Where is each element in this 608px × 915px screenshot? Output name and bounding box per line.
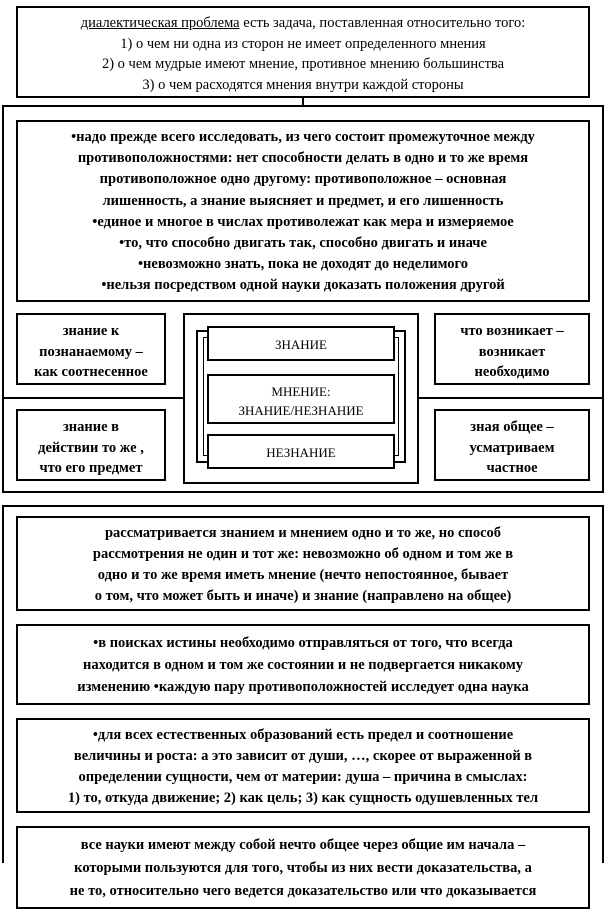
principle-line: противоположное одно другому: противоположное – основная	[99, 171, 507, 188]
lower-box-2: •в поисках истины необходимо отправляться от того, что всегда находится в одном и том же состоянии и не подвергается никакому изменению •каждую пару противоположностей исследует одна наука	[16, 624, 590, 705]
definition-intro: диалектическая проблема есть задача, поставленная относительно того:	[80, 15, 526, 31]
definition-item: 3) о чем расходятся мнения внутри каждой стороны	[142, 76, 464, 93]
principles-box	[16, 120, 590, 302]
opinion-box: МНЕНИЕ: ЗНАНИЕ/НЕЗНАНИЕ	[207, 374, 395, 424]
top-definition-box	[16, 6, 590, 98]
principle-line: •нельзя посредством одной науки доказать положения другой	[101, 277, 505, 294]
lower-box-3: •для всех естественных образований есть предел и соотношение величины и роста: а это зависит от души, …, скорее от выраженной в определении сущности, чем от материи: душа – причина в смыслах: 1) то, откуда движение; 2) как цель; 3) как сущность одушевленных тел	[16, 718, 590, 813]
ignorance-box: НЕЗНАНИЕ	[207, 434, 395, 469]
left-bottom-box: знание в действии то же , что его предмет	[16, 409, 166, 481]
principle-line: лишенность, а знание выясняет и предмет, и его лишенность	[102, 192, 504, 209]
principle-line: •надо прежде всего исследовать, из чего состоит промежуточное между	[71, 129, 535, 145]
knowledge-box: ЗНАНИЕ	[207, 326, 395, 361]
definition-item: 1) о чем ни одна из сторон не имеет определенного мнения	[120, 35, 486, 52]
principle-line: •невозможно знать, пока не доходят до неделимого	[137, 256, 469, 273]
dialectical-problem-term: диалектическая проблема	[80, 15, 240, 31]
right-bottom-box: зная общее – усматриваем частное	[434, 409, 590, 481]
left-top-box: знание к познанаемому – как соотнесенное	[16, 313, 166, 385]
principle-line: •единое и многое в числах противолежат как мера и измеряемое	[92, 213, 514, 230]
lower-box-1: рассматривается знанием и мнением одно и то же, но способ рассмотрения не один и тот же: невозможно об одном и том же в одно и то же время иметь мнение (нечто непостоянное, бывает о том, что может быть и иначе) и знание (направлено на общее)	[16, 516, 590, 611]
right-top-box: что возникает – возникает необходимо	[434, 313, 590, 385]
lower-box-4: все науки имеют между собой нечто общее через общие им начала – которыми пользуются для того, чтобы из них вести доказательства, а не то, относительно чего ведется доказательство или что доказывается	[16, 826, 590, 909]
principle-line: противоположностями: нет способности делать в одно и то же время	[77, 150, 529, 167]
definition-item: 2) о чем мудрые имеют мнение, противное мнению большинства	[101, 56, 505, 72]
principle-line: •то, что способно двигать так, способно двигать и иначе	[119, 235, 487, 252]
